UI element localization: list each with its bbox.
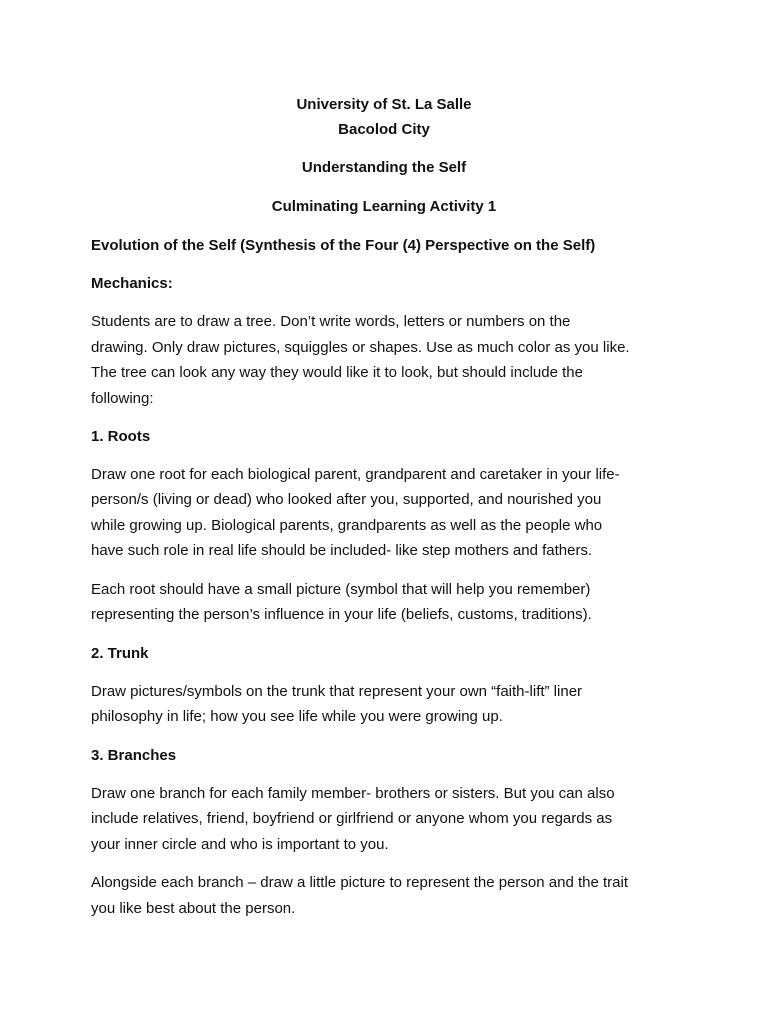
- section-heading-trunk: 2. Trunk: [91, 645, 149, 662]
- section-heading-roots: 1. Roots: [91, 428, 151, 445]
- intro-line: The tree can look any way they would like it to look, but should include the: [91, 364, 583, 381]
- branches-line: you like best about the person.: [91, 900, 296, 917]
- activity-title: Culminating Learning Activity 1: [271, 198, 497, 215]
- roots-line: have such role in real life should be included- like step mothers and fathers.: [91, 542, 593, 559]
- intro-line: following:: [91, 390, 154, 407]
- university-name: University of St. La Salle: [296, 96, 472, 113]
- intro-line: Students are to draw a tree. Don’t write words, letters or numbers on the: [91, 313, 571, 330]
- topic-title: Evolution of the Self (Synthesis of the Four (4) Perspective on the Self): [91, 237, 596, 254]
- branches-line: Draw one branch for each family member- brothers or sisters. But you can also: [91, 785, 615, 802]
- city-name: Bacolod City: [338, 121, 430, 138]
- branches-line: your inner circle and who is important to you.: [91, 836, 389, 853]
- section-heading-branches: 3. Branches: [91, 747, 177, 764]
- roots-line: while growing up. Biological parents, grandparents as well as the people who: [91, 517, 603, 534]
- branches-line: include relatives, friend, boyfriend or girlfriend or anyone whom you regards as: [91, 810, 613, 827]
- intro-line: drawing. Only draw pictures, squiggles or shapes. Use as much color as you like.: [91, 339, 630, 356]
- roots-line: Draw one root for each biological parent, grandparent and caretaker in your life-: [91, 466, 620, 483]
- mechanics-heading: Mechanics:: [91, 275, 173, 292]
- roots-line: Each root should have a small picture (symbol that will help you remember): [91, 581, 591, 598]
- branches-line: Alongside each branch – draw a little picture to represent the person and the trait: [91, 874, 628, 891]
- trunk-line: philosophy in life; how you see life while you were growing up.: [91, 708, 503, 725]
- trunk-line: Draw pictures/symbols on the trunk that represent your own “faith-lift” liner: [91, 683, 583, 700]
- roots-line: person/s (living or dead) who looked after you, supported, and nourished you: [91, 491, 602, 508]
- course-title: Understanding the Self: [301, 159, 467, 176]
- roots-line: representing the person’s influence in your life (beliefs, customs, traditions).: [91, 606, 592, 623]
